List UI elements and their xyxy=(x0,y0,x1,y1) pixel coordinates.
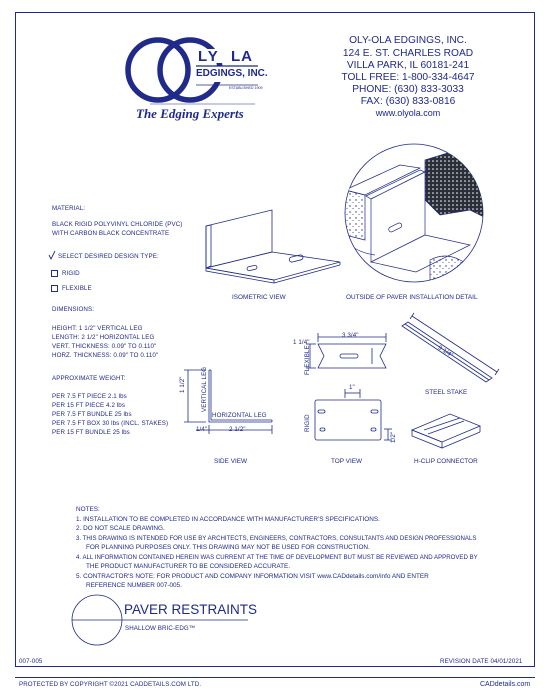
dimensions-label: DIMENSIONS: xyxy=(52,306,95,313)
dim-length: LENGTH: 2 1/2" HORIZONTAL LEG xyxy=(52,334,155,341)
dim-horz-thickness: HORZ. THICKNESS: 0.09" TO 0.110" xyxy=(52,352,159,359)
weight-label: APPROXIMATE WEIGHT: xyxy=(52,375,126,382)
h-clip-caption: H-CLIP CONNECTOR xyxy=(414,458,478,465)
top-dim-334: 3 3/4" xyxy=(342,332,359,339)
logo-text-edgings: EDGINGS, INC. xyxy=(196,68,268,79)
company-toll-free: TOLL FREE: 1-800-334-4647 xyxy=(341,72,475,83)
material-line-1: BLACK RIGID POLYVINYL CHLORIDE (PVC) xyxy=(52,221,183,228)
weight-line-5: PER 15 FT BUNDLE 25 lbs xyxy=(52,429,130,436)
title-main: PAVER RESTRAINTS xyxy=(124,602,258,617)
footer-divider xyxy=(15,677,535,678)
note-4a: 4. ALL INFORMATION CONTAINED HEREIN WAS CURRENT AT THE TIME OF DEVELOPMENT BUT MUST BE REVIEWED AND APPROVED BY xyxy=(76,554,478,561)
side-dim-height: 1 1/2" xyxy=(179,376,186,393)
top-dim-1: 1" xyxy=(349,384,355,391)
note-2: 2. DO NOT SCALE DRAWING. xyxy=(76,525,165,532)
company-name: OLY-OLA EDGINGS, INC. xyxy=(349,35,467,46)
steel-stake-caption: STEEL STAKE xyxy=(425,389,468,396)
title-sub: SHALLOW BRIC-EDG™ xyxy=(125,625,196,632)
revision-date: REVISION DATE 04/01/2021 xyxy=(440,658,523,665)
select-design-label: SELECT DESIRED DESIGN TYPE: xyxy=(58,253,159,260)
company-phone: PHONE: (630) 833-3033 xyxy=(352,84,464,95)
side-view-caption: SIDE VIEW xyxy=(214,458,248,465)
caddetails-link[interactable]: CADdetails.com xyxy=(480,681,531,688)
side-dim-quarter: 1/4" xyxy=(196,426,208,433)
side-vertical-leg-label: VERTICAL LEG xyxy=(201,366,208,412)
logo-established: ESTABLISHED 1909 xyxy=(229,86,263,90)
drawing-reference-number: 007-005 xyxy=(19,658,43,665)
logo-tagline: The Edging Experts xyxy=(136,106,244,121)
flexible-dim-label: FLEXIBLE xyxy=(304,345,311,375)
rigid-option-label: RIGID xyxy=(62,270,80,277)
side-horizontal-leg-label: HORIZONTAL LEG xyxy=(212,412,267,419)
note-3a: 3. THIS DRAWING IS INTENDED FOR USE BY ARCHITECTS, ENGINEERS, CONTRACTORS, CONSULTANTS AND DESIGN PROFESSIONALS xyxy=(76,535,477,542)
rigid-dim-label: RIGID xyxy=(304,414,311,432)
company-fax: FAX: (630) 833-0816 xyxy=(360,96,456,107)
note-1: 1. INSTALLATION TO BE COMPLETED IN ACCORDANCE WITH MANUFACTURER'S SPECIFICATIONS. xyxy=(76,516,380,523)
material-line-2: WITH CARBON BLACK CONCENTRATE xyxy=(52,230,170,237)
copyright-notice: PROTECTED BY COPYRIGHT ©2021 CADDETAILS.COM LTD. xyxy=(19,681,202,688)
dim-vert-thickness: VERT. THICKNESS: 0.09" TO 0.110" xyxy=(52,343,157,350)
weight-line-2: PER 15 FT PIECE 4.2 lbs xyxy=(52,402,126,409)
side-dim-length: 2 1/2" xyxy=(229,426,246,433)
stake-dim-914: 9 1/4" xyxy=(436,344,455,360)
outside-installation-caption: OUTSIDE OF PAVER INSTALLATION DETAIL xyxy=(346,294,478,301)
weight-line-3: PER 7.5 FT BUNDLE 25 lbs xyxy=(52,411,132,418)
dim-height: HEIGHT: 1 1/2" VERTICAL LEG xyxy=(52,325,143,332)
flexible-option-label: FLEXIBLE xyxy=(62,285,92,292)
company-website[interactable]: www.olyola.com xyxy=(375,108,441,118)
weight-line-4: PER 7.5 FT BOX 30 lbs (INCL. STAKES) xyxy=(52,420,169,427)
company-street: 124 E. ST. CHARLES ROAD xyxy=(342,48,474,59)
top-view-caption: TOP VIEW xyxy=(331,458,363,465)
isometric-view-caption: ISOMETRIC VIEW xyxy=(232,294,286,301)
logo-text-ly: LY xyxy=(198,48,220,65)
note-3b: FOR PLANNING PURPOSES ONLY. THIS DRAWING MAY NOT BE USED FOR CONSTRUCTION. xyxy=(86,544,370,551)
top-dim-half: 1/2" xyxy=(390,431,397,443)
note-4b: THE PRODUCT MANUFACTURER TO BE CONSIDERED ACCURATE. xyxy=(86,563,291,570)
material-label: MATERIAL: xyxy=(52,205,86,212)
logo-text-la: LA xyxy=(231,48,253,65)
top-dim-114: 1 1/4" xyxy=(293,339,310,346)
company-city: VILLA PARK, IL 60181-241 xyxy=(346,60,470,71)
note-5a: 5. CONTRACTOR'S NOTE: FOR PRODUCT AND COMPANY INFORMATION VISIT www.CADdetails.com/info AND ENTER xyxy=(76,573,429,580)
weight-line-1: PER 7.5 FT PIECE 2.1 lbs xyxy=(52,393,127,400)
note-5b: REFERENCE NUMBER 007-005. xyxy=(86,582,182,589)
notes-label: NOTES: xyxy=(76,506,100,513)
